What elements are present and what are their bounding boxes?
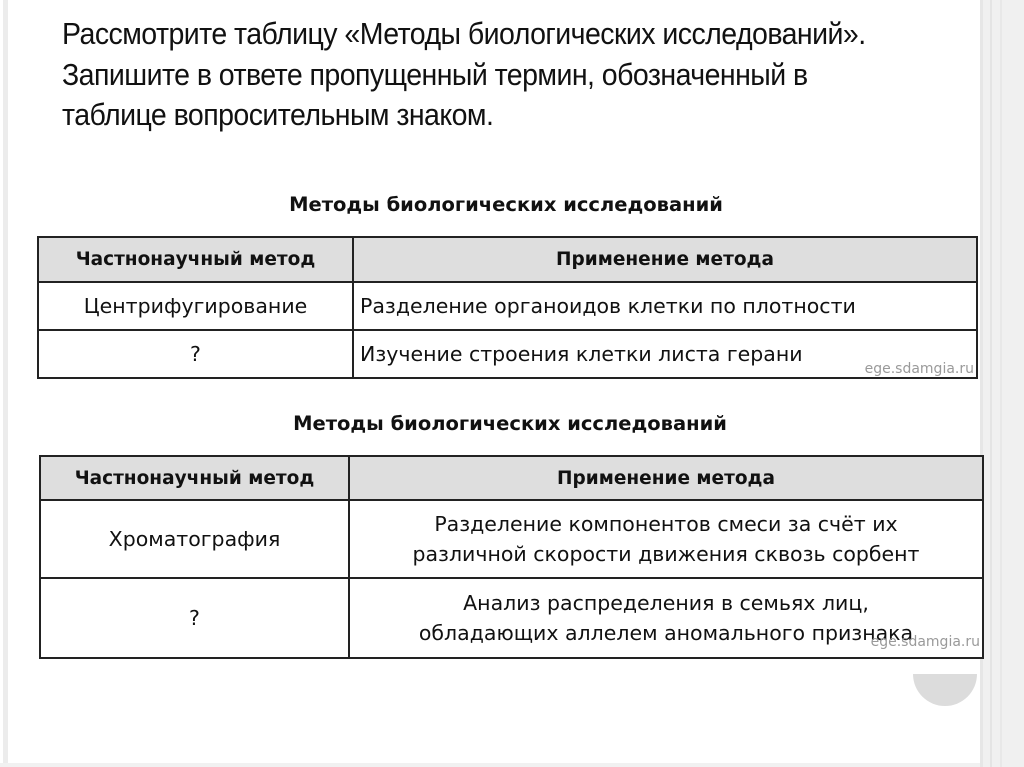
application-cell [353,330,977,378]
table2-title: Методы биологических исследований [293,412,727,435]
methods-table-1 [37,236,978,379]
watermark: ege.sdamgia.ru [870,634,980,650]
methods-table-2 [39,455,984,659]
table-header-row [40,456,983,500]
application-line: обладающих аллелем аномального признака [418,621,914,645]
method-cell: Центрифугирование [38,282,353,330]
decor-bar [990,0,992,767]
header-method: Частнонаучный метод [38,237,353,282]
slide-left-border [3,0,8,767]
application-line: различной скорости движения сквозь сорбент [412,542,920,566]
method-cell-unknown: ? [40,578,349,658]
application-line: Разделение компонентов смеси за счёт их [434,512,898,536]
application-line: Анализ распределения в семьях лиц, [463,591,869,615]
decor-bar [1000,0,1002,767]
table-row [40,500,983,578]
method-cell-unknown: ? [38,330,353,378]
slide-bottom-border [0,763,1000,767]
table-row [40,578,983,658]
header-application: Применение метода [349,456,983,500]
application-cell [349,500,983,578]
slide-right-decoration [980,0,1024,767]
table-header-row [38,237,977,282]
decor-semicircle [913,674,977,706]
watermark: ege.sdamgia.ru [864,361,974,377]
table1-title: Методы биологических исследований [289,193,723,216]
application-cell [349,578,983,658]
question-instruction: Рассмотрите таблицу «Методы биологических исследований». Запишите в ответе пропущенный термин, обозначенный в таблице вопросительным знаком. [62,16,866,132]
method-cell: Хроматография [40,500,349,578]
header-application: Применение метода [353,237,977,282]
table-row [38,330,977,378]
header-method: Частнонаучный метод [40,456,349,500]
table-row [38,282,977,330]
application-cell: Разделение органоидов клетки по плотности [353,282,977,330]
application-text: Изучение строения клетки листа герани [360,342,803,366]
